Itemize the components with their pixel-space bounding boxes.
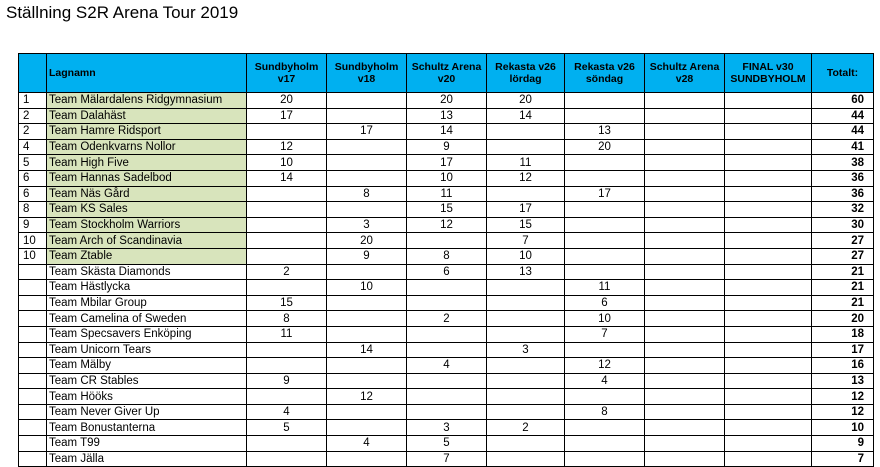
score-cell: [407, 280, 487, 296]
total-cell: 30: [812, 217, 874, 233]
position-cell: [19, 326, 47, 342]
score-cell: [645, 108, 725, 124]
score-cell: [327, 404, 407, 420]
total-cell: 27: [812, 248, 874, 264]
score-cell: [327, 420, 407, 436]
score-cell: [247, 436, 327, 452]
score-cell: [247, 233, 327, 249]
score-cell: 9: [247, 373, 327, 389]
score-cell: [725, 373, 812, 389]
total-cell: 10: [812, 420, 874, 436]
score-cell: [645, 451, 725, 467]
score-cell: [725, 139, 812, 155]
score-cell: 20: [247, 93, 327, 109]
table-row: [19, 311, 874, 327]
score-cell: 8: [247, 311, 327, 327]
score-cell: [565, 202, 645, 218]
position-cell: 1: [19, 93, 47, 109]
score-cell: [645, 186, 725, 202]
score-cell: [645, 170, 725, 186]
score-cell: 14: [487, 108, 565, 124]
score-cell: [725, 451, 812, 467]
score-cell: [247, 124, 327, 140]
score-cell: [645, 326, 725, 342]
position-cell: 10: [19, 233, 47, 249]
score-cell: [565, 451, 645, 467]
table-row: [19, 217, 874, 233]
score-cell: 17: [327, 124, 407, 140]
total-cell: 13: [812, 373, 874, 389]
score-cell: 11: [247, 326, 327, 342]
total-cell: 12: [812, 404, 874, 420]
score-cell: [565, 93, 645, 109]
score-cell: 11: [487, 155, 565, 171]
team-name-cell: Team Näs Gård: [47, 186, 247, 202]
score-cell: [487, 373, 565, 389]
team-name-cell: Team Dalahäst: [47, 108, 247, 124]
score-cell: [645, 389, 725, 405]
score-cell: [327, 373, 407, 389]
position-cell: [19, 311, 47, 327]
score-cell: 14: [407, 124, 487, 140]
score-cell: 8: [407, 248, 487, 264]
score-cell: [725, 280, 812, 296]
table-row: [19, 436, 874, 452]
header-position: [19, 54, 47, 93]
position-cell: [19, 342, 47, 358]
score-cell: [487, 404, 565, 420]
score-cell: 12: [327, 389, 407, 405]
score-cell: 10: [247, 155, 327, 171]
position-cell: [19, 420, 47, 436]
score-cell: [645, 202, 725, 218]
score-cell: 14: [247, 170, 327, 186]
total-cell: 44: [812, 124, 874, 140]
table-row: [19, 248, 874, 264]
score-cell: [565, 342, 645, 358]
total-cell: 21: [812, 264, 874, 280]
score-cell: [725, 155, 812, 171]
score-cell: 4: [565, 373, 645, 389]
score-cell: 15: [407, 202, 487, 218]
total-cell: 44: [812, 108, 874, 124]
team-name-cell: Team Hööks: [47, 389, 247, 405]
score-cell: [645, 342, 725, 358]
position-cell: 10: [19, 248, 47, 264]
score-cell: [565, 108, 645, 124]
total-cell: 36: [812, 186, 874, 202]
score-cell: 5: [247, 420, 327, 436]
table-row: [19, 389, 874, 405]
score-cell: [327, 264, 407, 280]
team-name-cell: Team Hannas Sadelbod: [47, 170, 247, 186]
score-cell: 2: [487, 420, 565, 436]
table-row: [19, 404, 874, 420]
score-cell: [247, 358, 327, 374]
score-cell: [645, 436, 725, 452]
score-cell: [487, 311, 565, 327]
position-cell: 2: [19, 124, 47, 140]
score-cell: [487, 139, 565, 155]
total-cell: 21: [812, 280, 874, 296]
position-cell: 6: [19, 186, 47, 202]
team-name-cell: Team Arch of Scandinavia: [47, 233, 247, 249]
table-row: [19, 202, 874, 218]
score-cell: 13: [407, 108, 487, 124]
score-cell: [247, 202, 327, 218]
score-cell: [725, 217, 812, 233]
position-cell: 5: [19, 155, 47, 171]
score-cell: [645, 311, 725, 327]
team-name-cell: Team Jälla: [47, 451, 247, 467]
score-cell: [487, 326, 565, 342]
position-cell: [19, 280, 47, 296]
position-cell: [19, 264, 47, 280]
score-cell: 20: [327, 233, 407, 249]
score-cell: [247, 217, 327, 233]
team-name-cell: Team Unicorn Tears: [47, 342, 247, 358]
score-cell: [327, 202, 407, 218]
score-cell: [407, 373, 487, 389]
table-row: [19, 295, 874, 311]
score-cell: [487, 280, 565, 296]
score-cell: [327, 326, 407, 342]
total-cell: 60: [812, 93, 874, 109]
score-cell: [725, 233, 812, 249]
team-name-cell: Team Never Giver Up: [47, 404, 247, 420]
score-cell: [725, 389, 812, 405]
score-cell: [725, 170, 812, 186]
score-cell: [645, 420, 725, 436]
score-cell: [247, 186, 327, 202]
table-row: [19, 108, 874, 124]
score-cell: 12: [565, 358, 645, 374]
score-cell: [725, 420, 812, 436]
score-cell: [487, 295, 565, 311]
standings-table: [18, 53, 874, 467]
score-cell: [327, 155, 407, 171]
table-row: [19, 233, 874, 249]
score-cell: [247, 389, 327, 405]
score-cell: [407, 404, 487, 420]
score-cell: 8: [327, 186, 407, 202]
score-cell: [487, 358, 565, 374]
score-cell: 2: [407, 311, 487, 327]
team-name-cell: Team T99: [47, 436, 247, 452]
header-event: Sundbyholm v18: [327, 54, 407, 93]
score-cell: 11: [407, 186, 487, 202]
total-cell: 20: [812, 311, 874, 327]
team-name-cell: Team Hamre Ridsport: [47, 124, 247, 140]
header-event: Rekasta v26 söndag: [565, 54, 645, 93]
score-cell: [645, 155, 725, 171]
table-row: [19, 93, 874, 109]
position-cell: [19, 295, 47, 311]
score-cell: 4: [407, 358, 487, 374]
score-cell: [327, 451, 407, 467]
score-cell: [725, 108, 812, 124]
position-cell: [19, 404, 47, 420]
score-cell: 17: [407, 155, 487, 171]
score-cell: 7: [487, 233, 565, 249]
score-cell: [645, 124, 725, 140]
total-cell: 21: [812, 295, 874, 311]
total-cell: 38: [812, 155, 874, 171]
table-row: [19, 155, 874, 171]
score-cell: 15: [487, 217, 565, 233]
score-cell: [645, 358, 725, 374]
page-title: Ställning S2R Arena Tour 2019: [6, 3, 239, 22]
score-cell: [565, 389, 645, 405]
score-cell: [487, 389, 565, 405]
score-cell: [645, 264, 725, 280]
score-cell: 13: [487, 264, 565, 280]
total-cell: 18: [812, 326, 874, 342]
position-cell: 6: [19, 170, 47, 186]
header-event: FINAL v30 SUNDBYHOLM: [725, 54, 812, 93]
total-cell: 7: [812, 451, 874, 467]
total-cell: 41: [812, 139, 874, 155]
score-cell: 13: [565, 124, 645, 140]
score-cell: 6: [407, 264, 487, 280]
header-team-name: Lagnamn: [47, 54, 247, 93]
score-cell: [565, 155, 645, 171]
score-cell: [407, 295, 487, 311]
score-cell: [725, 93, 812, 109]
score-cell: 17: [565, 186, 645, 202]
team-name-cell: Team Mälardalens Ridgymnasium: [47, 93, 247, 109]
score-cell: [645, 373, 725, 389]
total-cell: 27: [812, 233, 874, 249]
score-cell: 2: [247, 264, 327, 280]
score-cell: [487, 451, 565, 467]
score-cell: [565, 217, 645, 233]
team-name-cell: Team CR Stables: [47, 373, 247, 389]
score-cell: 12: [247, 139, 327, 155]
team-name-cell: Team Specsavers Enköping: [47, 326, 247, 342]
score-cell: 3: [407, 420, 487, 436]
table-row: [19, 358, 874, 374]
score-cell: [725, 186, 812, 202]
score-cell: 10: [327, 280, 407, 296]
score-cell: 10: [487, 248, 565, 264]
score-cell: [645, 280, 725, 296]
team-name-cell: Team Hästlycka: [47, 280, 247, 296]
score-cell: [327, 358, 407, 374]
score-cell: [725, 342, 812, 358]
score-cell: [407, 342, 487, 358]
score-cell: 5: [407, 436, 487, 452]
score-cell: [407, 233, 487, 249]
score-cell: 14: [327, 342, 407, 358]
score-cell: [327, 311, 407, 327]
total-cell: 12: [812, 389, 874, 405]
score-cell: 17: [487, 202, 565, 218]
table-row: [19, 139, 874, 155]
position-cell: [19, 358, 47, 374]
position-cell: 4: [19, 139, 47, 155]
score-cell: [247, 248, 327, 264]
total-cell: 32: [812, 202, 874, 218]
score-cell: [725, 436, 812, 452]
score-cell: [725, 202, 812, 218]
score-cell: 7: [565, 326, 645, 342]
score-cell: 3: [327, 217, 407, 233]
team-name-cell: Team Ztable: [47, 248, 247, 264]
total-cell: 36: [812, 170, 874, 186]
team-name-cell: Team KS Sales: [47, 202, 247, 218]
score-cell: 9: [327, 248, 407, 264]
score-cell: [407, 326, 487, 342]
score-cell: [327, 93, 407, 109]
score-cell: [487, 124, 565, 140]
table-row: [19, 451, 874, 467]
score-cell: [645, 217, 725, 233]
score-cell: 20: [565, 139, 645, 155]
score-cell: [565, 248, 645, 264]
header-total: Totalt:: [812, 54, 874, 93]
team-name-cell: Team Mälby: [47, 358, 247, 374]
score-cell: 20: [407, 93, 487, 109]
score-cell: [725, 326, 812, 342]
score-cell: [725, 404, 812, 420]
team-name-cell: Team Bonustanterna: [47, 420, 247, 436]
position-cell: 2: [19, 108, 47, 124]
score-cell: [247, 280, 327, 296]
score-cell: [327, 295, 407, 311]
team-name-cell: Team Odenkvarns Nollor: [47, 139, 247, 155]
score-cell: [645, 248, 725, 264]
header-event: Schultz Arena v20: [407, 54, 487, 93]
score-cell: 10: [565, 311, 645, 327]
score-cell: [725, 295, 812, 311]
score-cell: [645, 139, 725, 155]
table-row: [19, 342, 874, 358]
total-cell: 17: [812, 342, 874, 358]
score-cell: 3: [487, 342, 565, 358]
score-cell: [645, 233, 725, 249]
score-cell: [327, 170, 407, 186]
team-name-cell: Team Mbilar Group: [47, 295, 247, 311]
table-row: [19, 186, 874, 202]
score-cell: [487, 186, 565, 202]
score-cell: 6: [565, 295, 645, 311]
score-cell: [725, 264, 812, 280]
position-cell: [19, 451, 47, 467]
table-row: [19, 326, 874, 342]
score-cell: 15: [247, 295, 327, 311]
score-cell: [327, 139, 407, 155]
score-cell: [725, 311, 812, 327]
table-row: [19, 373, 874, 389]
header-event: Sundbyholm v17: [247, 54, 327, 93]
position-cell: 9: [19, 217, 47, 233]
total-cell: 9: [812, 436, 874, 452]
score-cell: 9: [407, 139, 487, 155]
position-cell: [19, 373, 47, 389]
score-cell: [645, 295, 725, 311]
score-cell: [565, 420, 645, 436]
score-cell: 10: [407, 170, 487, 186]
score-cell: [645, 404, 725, 420]
score-cell: [565, 233, 645, 249]
score-cell: 4: [247, 404, 327, 420]
score-cell: 11: [565, 280, 645, 296]
header-row: [19, 54, 874, 93]
score-cell: [487, 436, 565, 452]
header-event: Rekasta v26 lördag: [487, 54, 565, 93]
score-cell: 8: [565, 404, 645, 420]
score-cell: 20: [487, 93, 565, 109]
table-row: [19, 420, 874, 436]
score-cell: 7: [407, 451, 487, 467]
score-cell: [565, 264, 645, 280]
team-name-cell: Team Stockholm Warriors: [47, 217, 247, 233]
position-cell: 8: [19, 202, 47, 218]
score-cell: [725, 248, 812, 264]
table-row: [19, 170, 874, 186]
table-row: [19, 280, 874, 296]
table-row: [19, 124, 874, 140]
team-name-cell: Team Skästa Diamonds: [47, 264, 247, 280]
position-cell: [19, 436, 47, 452]
total-cell: 16: [812, 358, 874, 374]
score-cell: 12: [407, 217, 487, 233]
score-cell: [327, 108, 407, 124]
header-event: Schultz Arena v28: [645, 54, 725, 93]
score-cell: [247, 342, 327, 358]
score-cell: 12: [487, 170, 565, 186]
score-cell: [565, 170, 645, 186]
position-cell: [19, 389, 47, 405]
score-cell: [565, 436, 645, 452]
score-cell: [725, 358, 812, 374]
team-name-cell: Team Camelina of Sweden: [47, 311, 247, 327]
score-cell: [725, 124, 812, 140]
score-cell: [247, 451, 327, 467]
team-name-cell: Team High Five: [47, 155, 247, 171]
score-cell: 4: [327, 436, 407, 452]
score-cell: 17: [247, 108, 327, 124]
score-cell: [645, 93, 725, 109]
table-row: [19, 264, 874, 280]
score-cell: [407, 389, 487, 405]
